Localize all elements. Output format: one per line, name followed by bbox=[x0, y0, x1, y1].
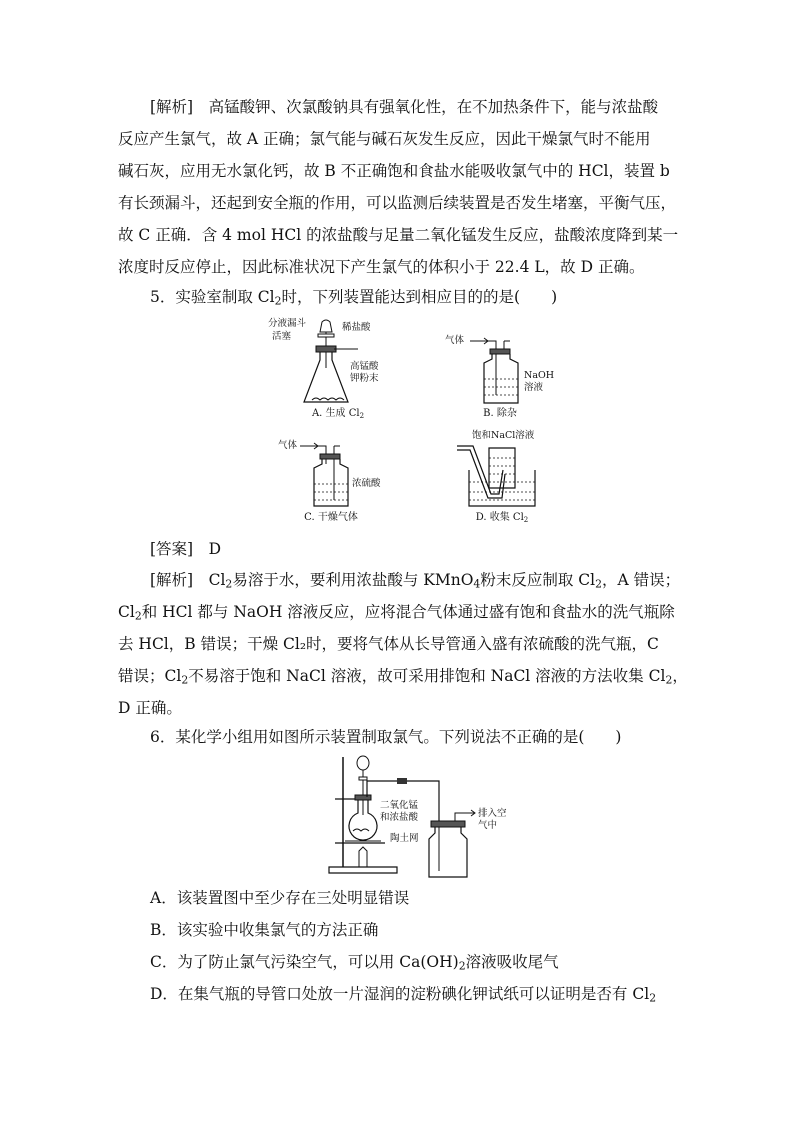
option-c: C．为了防止氯气污染空气，可以用 $Ca(OH)_2$溶液吸收尾气 bbox=[150, 953, 559, 973]
answer-value: D bbox=[208, 540, 222, 558]
analysis2-line2: $Cl_2$和 HCl 都与 NaOH 溶液反应，应将混合气体通过盛有饱和食盐水的洗气瓶除 bbox=[118, 603, 675, 623]
label-naoh-2: 溶液 bbox=[524, 382, 544, 393]
label-naoh-1: NaOH bbox=[524, 370, 555, 381]
apparatus-c-diagram bbox=[300, 440, 370, 510]
caption-b: B. 除杂 bbox=[483, 408, 517, 419]
answer-label: [答案] bbox=[150, 540, 194, 558]
analysis1-line5: 故 C 正确．含 4 mol HCl 的浓盐酸与足量二氧化锰发生反应，盐酸浓度降到某一 bbox=[118, 226, 679, 244]
caption-d: D. 收集 $Cl_2$ bbox=[475, 512, 529, 524]
answer-line bbox=[150, 539, 678, 559]
label-kmno4-2: 钾粉末 bbox=[350, 373, 379, 384]
label-gas-b: 气体 bbox=[445, 335, 465, 346]
label-valve: 活塞 bbox=[272, 331, 292, 342]
question6-stem: 6．某化学小组用如图所示装置制取氯气。下列说法不正确的是( ) bbox=[150, 728, 622, 746]
caption-c: C. 干燥气体 bbox=[304, 512, 358, 523]
label-dilute-hcl: 稀盐酸 bbox=[342, 322, 371, 333]
analysis2-line1: [解析] $Cl_2$易溶于水，要利用浓盐酸与 KMnO$_4$粉末反应制取 $Cl_2$，A 错误； bbox=[150, 571, 681, 591]
label-funnel: 分液漏斗 bbox=[268, 318, 307, 329]
option-b: B．该实验中收集氯气的方法正确 bbox=[150, 921, 379, 939]
label-conc-h2so4: 浓硫酸 bbox=[352, 478, 381, 489]
label-mno2-2: 和浓盐酸 bbox=[380, 812, 419, 823]
option-d: D．在集气瓶的导管口处放一片湿润的淀粉碘化钾试纸可以证明是否有 $Cl_2$ bbox=[150, 985, 657, 1005]
analysis1-line6: 浓度时反应停止，因此标准状况下产生氯气的体积小于 22.4 L，故 D 正确。 bbox=[118, 258, 645, 276]
analysis1-line2: 反应产生氯气，故 A 正确；氯气能与碱石灰发生反应，因此干燥氯气时不能用 bbox=[118, 130, 651, 148]
option-a: A．该装置图中至少存在三处明显错误 bbox=[150, 889, 410, 907]
analysis2-line3: 去 HCl，B 错误；干燥 Cl₂时，要将气体从长导管通入盛有浓硫酸的洗气瓶，C bbox=[118, 635, 659, 653]
apparatus-d-diagram bbox=[455, 440, 545, 510]
analysis1-line3: 碱石灰，应用无水氯化钙，故 B 不正确饱和食盐水能吸收氯气中的 HCl，装置 b bbox=[118, 162, 670, 180]
label-gas-c: 气体 bbox=[278, 440, 298, 451]
label-mno2-1: 二氧化锰 bbox=[380, 800, 419, 811]
question5-stem: 5．实验室制取 $Cl_2$时，下列装置能达到相应目的的是( ) bbox=[150, 288, 558, 308]
analysis2-line4: 错误；$Cl_2$不易溶于饱和 NaCl 溶液，故可采用排饱和 NaCl 溶液的方法收集 $Cl_2$， bbox=[118, 667, 688, 687]
label-exhaust-1: 排入空 bbox=[478, 808, 507, 819]
label-kmno4-1: 高锰酸 bbox=[350, 361, 379, 372]
analysis2-line5: D 正确。 bbox=[118, 699, 182, 717]
label-sat-nacl: 饱和NaCl溶液 bbox=[472, 430, 535, 441]
label-exhaust-2: 气中 bbox=[478, 820, 498, 831]
label-gauze: 陶土网 bbox=[390, 833, 419, 844]
caption-a: A. 生成 $Cl_2$ bbox=[311, 408, 365, 420]
analysis1-line4: 有长颈漏斗，还起到安全瓶的作用，可以监测后续装置是否发生堵塞，平衡气压， bbox=[118, 194, 677, 212]
analysis1-line1: [解析] 高锰酸钾、次氯酸钠具有强氧化性，在不加热条件下，能与浓盐酸 bbox=[150, 98, 659, 116]
